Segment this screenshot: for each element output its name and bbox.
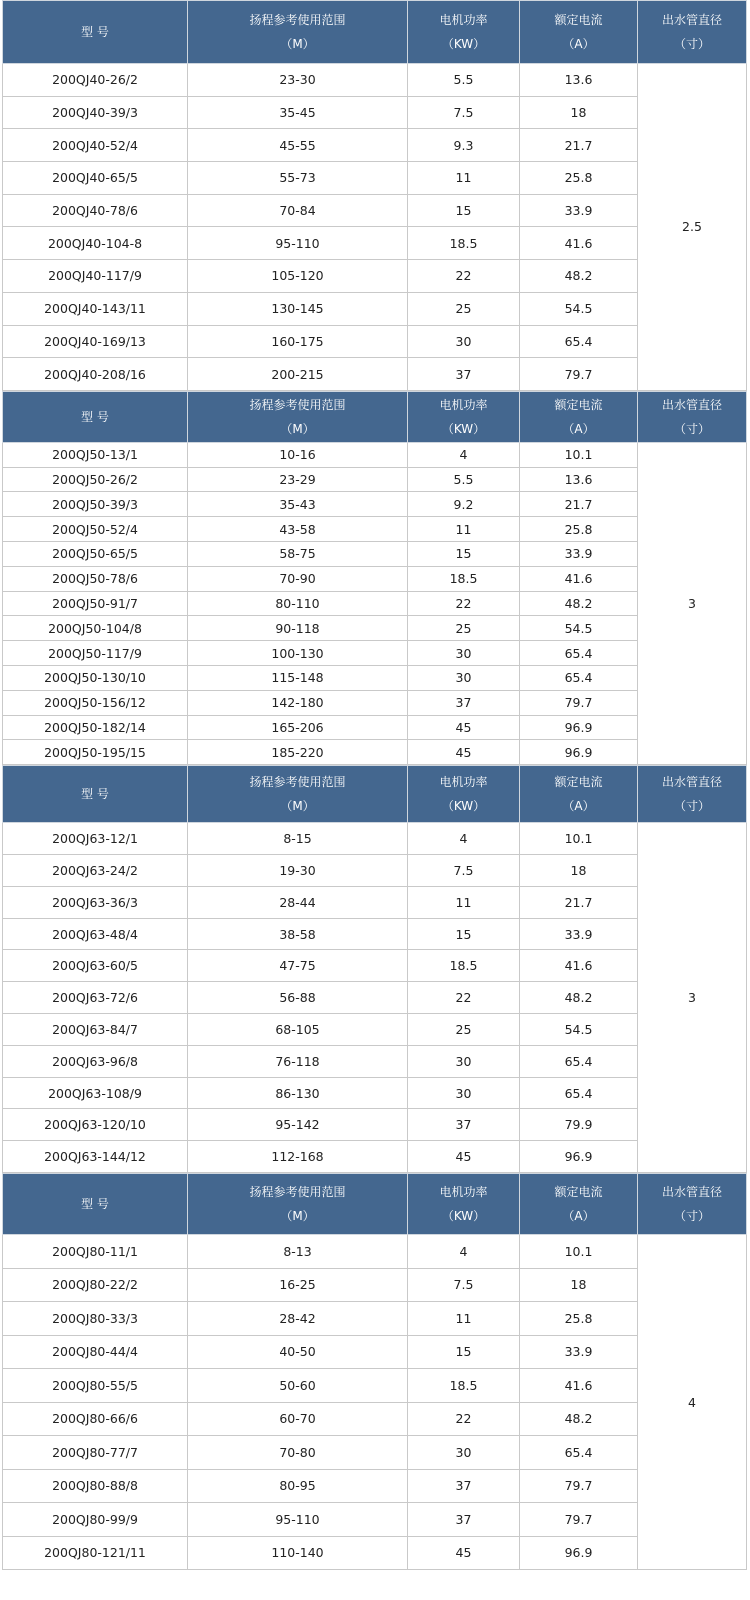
- model-cell: 200QJ63-36/3: [3, 886, 188, 918]
- current-cell: 33.9: [520, 1335, 638, 1369]
- table-row: [3, 982, 747, 1014]
- table-row: [3, 690, 747, 715]
- current-cell: 79.7: [520, 1469, 638, 1503]
- header-outlet: 出水管直径 （寸）: [638, 1174, 747, 1235]
- head-range-cell: 112-168: [188, 1141, 408, 1173]
- current-cell: 48.2: [520, 1402, 638, 1436]
- power-cell: 25: [408, 616, 520, 641]
- table-row: [3, 950, 747, 982]
- head-range-cell: 160-175: [188, 325, 408, 358]
- model-cell: 200QJ40-26/2: [3, 64, 188, 97]
- table-row: [3, 1536, 747, 1570]
- table-row: [3, 260, 747, 293]
- head-range-cell: 68-105: [188, 1014, 408, 1046]
- power-cell: 30: [408, 1045, 520, 1077]
- power-cell: 18.5: [408, 227, 520, 260]
- table-body: [3, 64, 747, 391]
- head-range-cell: 95-142: [188, 1109, 408, 1141]
- power-cell: 11: [408, 517, 520, 542]
- current-cell: 18: [520, 1268, 638, 1302]
- head-range-cell: 100-130: [188, 641, 408, 666]
- table-row: [3, 886, 747, 918]
- model-cell: 200QJ80-121/11: [3, 1536, 188, 1570]
- outlet-diameter-cell: 3: [638, 823, 747, 1173]
- table-row: [3, 1235, 747, 1269]
- table-row: [3, 1109, 747, 1141]
- table-row: [3, 162, 747, 195]
- power-cell: 22: [408, 260, 520, 293]
- model-cell: 200QJ40-117/9: [3, 260, 188, 293]
- header-current: 额定电流 （A）: [520, 1, 638, 64]
- header-current: 额定电流 （A）: [520, 1174, 638, 1235]
- current-cell: 25.8: [520, 162, 638, 195]
- power-cell: 4: [408, 823, 520, 855]
- head-range-cell: 80-110: [188, 591, 408, 616]
- head-range-cell: 16-25: [188, 1268, 408, 1302]
- head-range-cell: 23-30: [188, 64, 408, 97]
- head-range-cell: 23-29: [188, 467, 408, 492]
- model-cell: 200QJ63-108/9: [3, 1077, 188, 1109]
- model-cell: 200QJ50-26/2: [3, 467, 188, 492]
- current-cell: 79.7: [520, 358, 638, 391]
- header-power: 电机功率 （KW）: [408, 391, 520, 442]
- model-cell: 200QJ40-104-8: [3, 227, 188, 260]
- current-cell: 96.9: [520, 1141, 638, 1173]
- current-cell: 18: [520, 96, 638, 129]
- table-body: [3, 823, 747, 1173]
- power-cell: 30: [408, 1436, 520, 1470]
- model-cell: 200QJ63-12/1: [3, 823, 188, 855]
- table-row: [3, 1402, 747, 1436]
- table-row: [3, 1436, 747, 1470]
- power-cell: 18.5: [408, 950, 520, 982]
- head-range-cell: 47-75: [188, 950, 408, 982]
- head-range-cell: 55-73: [188, 162, 408, 195]
- power-cell: 5.5: [408, 64, 520, 97]
- current-cell: 10.1: [520, 442, 638, 467]
- power-cell: 7.5: [408, 96, 520, 129]
- table-row: [3, 1077, 747, 1109]
- model-cell: 200QJ63-144/12: [3, 1141, 188, 1173]
- header-power: 电机功率 （KW）: [408, 766, 520, 823]
- table-row: [3, 1141, 747, 1173]
- table-row: [3, 1014, 747, 1046]
- table-row: [3, 325, 747, 358]
- power-cell: 30: [408, 666, 520, 691]
- model-cell: 200QJ80-88/8: [3, 1469, 188, 1503]
- current-cell: 41.6: [520, 566, 638, 591]
- current-cell: 65.4: [520, 1077, 638, 1109]
- power-cell: 45: [408, 715, 520, 740]
- model-cell: 200QJ63-120/10: [3, 1109, 188, 1141]
- model-cell: 200QJ40-52/4: [3, 129, 188, 162]
- model-cell: 200QJ63-48/4: [3, 918, 188, 950]
- model-cell: 200QJ63-24/2: [3, 855, 188, 887]
- power-cell: 45: [408, 1141, 520, 1173]
- header-head-range: 扬程参考使用范围 （M）: [188, 1174, 408, 1235]
- header-power: 电机功率 （KW）: [408, 1174, 520, 1235]
- current-cell: 21.7: [520, 492, 638, 517]
- model-cell: 200QJ63-72/6: [3, 982, 188, 1014]
- table-row: [3, 591, 747, 616]
- current-cell: 25.8: [520, 1302, 638, 1336]
- power-cell: 15: [408, 194, 520, 227]
- table-row: [3, 715, 747, 740]
- model-cell: 200QJ63-96/8: [3, 1045, 188, 1077]
- head-range-cell: 130-145: [188, 292, 408, 325]
- power-cell: 7.5: [408, 855, 520, 887]
- power-cell: 15: [408, 918, 520, 950]
- power-cell: 18.5: [408, 566, 520, 591]
- power-cell: 37: [408, 690, 520, 715]
- head-range-cell: 95-110: [188, 1503, 408, 1537]
- head-range-cell: 58-75: [188, 542, 408, 567]
- model-cell: 200QJ50-78/6: [3, 566, 188, 591]
- table-row: [3, 1469, 747, 1503]
- current-cell: 65.4: [520, 325, 638, 358]
- power-cell: 22: [408, 591, 520, 616]
- table-header: [3, 391, 747, 442]
- table-row: [3, 542, 747, 567]
- spec-tables: [2, 0, 746, 1570]
- head-range-cell: 35-45: [188, 96, 408, 129]
- table-row: [3, 442, 747, 467]
- power-cell: 37: [408, 1109, 520, 1141]
- header-head-range: 扬程参考使用范围 （M）: [188, 1, 408, 64]
- current-cell: 48.2: [520, 982, 638, 1014]
- power-cell: 7.5: [408, 1268, 520, 1302]
- head-range-cell: 38-58: [188, 918, 408, 950]
- header-outlet: 出水管直径 （寸）: [638, 766, 747, 823]
- head-range-cell: 70-90: [188, 566, 408, 591]
- model-cell: 200QJ80-55/5: [3, 1369, 188, 1403]
- header-model: 型 号: [3, 766, 188, 823]
- current-cell: 21.7: [520, 886, 638, 918]
- header-outlet: 出水管直径 （寸）: [638, 1, 747, 64]
- model-cell: 200QJ50-182/14: [3, 715, 188, 740]
- head-range-cell: 60-70: [188, 1402, 408, 1436]
- head-range-cell: 95-110: [188, 227, 408, 260]
- power-cell: 15: [408, 542, 520, 567]
- model-cell: 200QJ80-99/9: [3, 1503, 188, 1537]
- head-range-cell: 28-42: [188, 1302, 408, 1336]
- power-cell: 37: [408, 1503, 520, 1537]
- current-cell: 10.1: [520, 1235, 638, 1269]
- power-cell: 45: [408, 740, 520, 765]
- head-range-cell: 40-50: [188, 1335, 408, 1369]
- table-row: [3, 1268, 747, 1302]
- power-cell: 30: [408, 1077, 520, 1109]
- table-row: [3, 227, 747, 260]
- head-range-cell: 10-16: [188, 442, 408, 467]
- power-cell: 9.2: [408, 492, 520, 517]
- table-row: [3, 918, 747, 950]
- current-cell: 79.7: [520, 1503, 638, 1537]
- header-head-range: 扬程参考使用范围 （M）: [188, 391, 408, 442]
- model-cell: 200QJ63-60/5: [3, 950, 188, 982]
- current-cell: 13.6: [520, 467, 638, 492]
- header-model: 型 号: [3, 391, 188, 442]
- power-cell: 5.5: [408, 467, 520, 492]
- current-cell: 33.9: [520, 194, 638, 227]
- model-cell: 200QJ50-130/10: [3, 666, 188, 691]
- head-range-cell: 28-44: [188, 886, 408, 918]
- head-range-cell: 8-15: [188, 823, 408, 855]
- model-cell: 200QJ80-66/6: [3, 1402, 188, 1436]
- table-row: [3, 1503, 747, 1537]
- power-cell: 18.5: [408, 1369, 520, 1403]
- model-cell: 200QJ80-22/2: [3, 1268, 188, 1302]
- table-row: [3, 467, 747, 492]
- table-row: [3, 1369, 747, 1403]
- table-row: [3, 823, 747, 855]
- spec-table-qj40: [2, 0, 747, 391]
- power-cell: 37: [408, 358, 520, 391]
- head-range-cell: 80-95: [188, 1469, 408, 1503]
- power-cell: 11: [408, 1302, 520, 1336]
- table-row: [3, 855, 747, 887]
- table-row: [3, 292, 747, 325]
- table-row: [3, 666, 747, 691]
- table-row: [3, 96, 747, 129]
- model-cell: 200QJ80-44/4: [3, 1335, 188, 1369]
- current-cell: 96.9: [520, 740, 638, 765]
- table-row: [3, 641, 747, 666]
- power-cell: 22: [408, 1402, 520, 1436]
- table-row: [3, 194, 747, 227]
- head-range-cell: 70-80: [188, 1436, 408, 1470]
- current-cell: 33.9: [520, 918, 638, 950]
- current-cell: 65.4: [520, 1436, 638, 1470]
- model-cell: 200QJ80-77/7: [3, 1436, 188, 1470]
- outlet-diameter-cell: 3: [638, 442, 747, 764]
- head-range-cell: 110-140: [188, 1536, 408, 1570]
- model-cell: 200QJ50-156/12: [3, 690, 188, 715]
- current-cell: 25.8: [520, 517, 638, 542]
- spec-table-qj50: [2, 391, 747, 765]
- table-row: [3, 492, 747, 517]
- current-cell: 18: [520, 855, 638, 887]
- model-cell: 200QJ50-117/9: [3, 641, 188, 666]
- power-cell: 4: [408, 1235, 520, 1269]
- current-cell: 48.2: [520, 260, 638, 293]
- model-cell: 200QJ40-65/5: [3, 162, 188, 195]
- current-cell: 54.5: [520, 292, 638, 325]
- table-body: [3, 442, 747, 764]
- current-cell: 65.4: [520, 1045, 638, 1077]
- power-cell: 45: [408, 1536, 520, 1570]
- model-cell: 200QJ50-104/8: [3, 616, 188, 641]
- model-cell: 200QJ40-169/13: [3, 325, 188, 358]
- header-current: 额定电流 （A）: [520, 391, 638, 442]
- power-cell: 30: [408, 641, 520, 666]
- header-power: 电机功率 （KW）: [408, 1, 520, 64]
- table-row: [3, 64, 747, 97]
- head-range-cell: 50-60: [188, 1369, 408, 1403]
- table-row: [3, 740, 747, 765]
- power-cell: 11: [408, 886, 520, 918]
- table-row: [3, 1335, 747, 1369]
- power-cell: 9.3: [408, 129, 520, 162]
- table-row: [3, 358, 747, 391]
- header-model: 型 号: [3, 1, 188, 64]
- head-range-cell: 90-118: [188, 616, 408, 641]
- table-row: [3, 1302, 747, 1336]
- head-range-cell: 76-118: [188, 1045, 408, 1077]
- model-cell: 200QJ50-13/1: [3, 442, 188, 467]
- power-cell: 25: [408, 292, 520, 325]
- table-header: [3, 1, 747, 64]
- head-range-cell: 56-88: [188, 982, 408, 1014]
- head-range-cell: 115-148: [188, 666, 408, 691]
- power-cell: 30: [408, 325, 520, 358]
- outlet-diameter-cell: 4: [638, 1235, 747, 1570]
- header-current: 额定电流 （A）: [520, 766, 638, 823]
- head-range-cell: 19-30: [188, 855, 408, 887]
- model-cell: 200QJ80-11/1: [3, 1235, 188, 1269]
- head-range-cell: 200-215: [188, 358, 408, 391]
- model-cell: 200QJ80-33/3: [3, 1302, 188, 1336]
- table-row: [3, 517, 747, 542]
- current-cell: 10.1: [520, 823, 638, 855]
- current-cell: 48.2: [520, 591, 638, 616]
- table-row: [3, 1045, 747, 1077]
- table-body: [3, 1235, 747, 1570]
- model-cell: 200QJ50-39/3: [3, 492, 188, 517]
- power-cell: 15: [408, 1335, 520, 1369]
- head-range-cell: 165-206: [188, 715, 408, 740]
- model-cell: 200QJ63-84/7: [3, 1014, 188, 1046]
- header-model: 型 号: [3, 1174, 188, 1235]
- power-cell: 4: [408, 442, 520, 467]
- spec-table-qj80: [2, 1173, 747, 1570]
- header-head-range: 扬程参考使用范围 （M）: [188, 766, 408, 823]
- model-cell: 200QJ40-39/3: [3, 96, 188, 129]
- power-cell: 22: [408, 982, 520, 1014]
- current-cell: 13.6: [520, 64, 638, 97]
- current-cell: 21.7: [520, 129, 638, 162]
- head-range-cell: 45-55: [188, 129, 408, 162]
- model-cell: 200QJ50-65/5: [3, 542, 188, 567]
- current-cell: 79.9: [520, 1109, 638, 1141]
- power-cell: 25: [408, 1014, 520, 1046]
- spec-table-qj63: [2, 765, 747, 1173]
- current-cell: 41.6: [520, 227, 638, 260]
- head-range-cell: 185-220: [188, 740, 408, 765]
- current-cell: 54.5: [520, 616, 638, 641]
- head-range-cell: 142-180: [188, 690, 408, 715]
- model-cell: 200QJ40-208/16: [3, 358, 188, 391]
- table-row: [3, 566, 747, 591]
- head-range-cell: 86-130: [188, 1077, 408, 1109]
- current-cell: 41.6: [520, 1369, 638, 1403]
- head-range-cell: 43-58: [188, 517, 408, 542]
- model-cell: 200QJ50-52/4: [3, 517, 188, 542]
- current-cell: 96.9: [520, 715, 638, 740]
- current-cell: 65.4: [520, 666, 638, 691]
- outlet-diameter-cell: 2.5: [638, 64, 747, 391]
- power-cell: 37: [408, 1469, 520, 1503]
- table-header: [3, 1174, 747, 1235]
- table-row: [3, 129, 747, 162]
- current-cell: 96.9: [520, 1536, 638, 1570]
- table-header: [3, 766, 747, 823]
- model-cell: 200QJ40-143/11: [3, 292, 188, 325]
- head-range-cell: 35-43: [188, 492, 408, 517]
- model-cell: 200QJ50-195/15: [3, 740, 188, 765]
- current-cell: 41.6: [520, 950, 638, 982]
- header-outlet: 出水管直径 （寸）: [638, 391, 747, 442]
- current-cell: 65.4: [520, 641, 638, 666]
- power-cell: 11: [408, 162, 520, 195]
- current-cell: 79.7: [520, 690, 638, 715]
- model-cell: 200QJ40-78/6: [3, 194, 188, 227]
- current-cell: 33.9: [520, 542, 638, 567]
- model-cell: 200QJ50-91/7: [3, 591, 188, 616]
- head-range-cell: 105-120: [188, 260, 408, 293]
- table-row: [3, 616, 747, 641]
- current-cell: 54.5: [520, 1014, 638, 1046]
- head-range-cell: 8-13: [188, 1235, 408, 1269]
- head-range-cell: 70-84: [188, 194, 408, 227]
